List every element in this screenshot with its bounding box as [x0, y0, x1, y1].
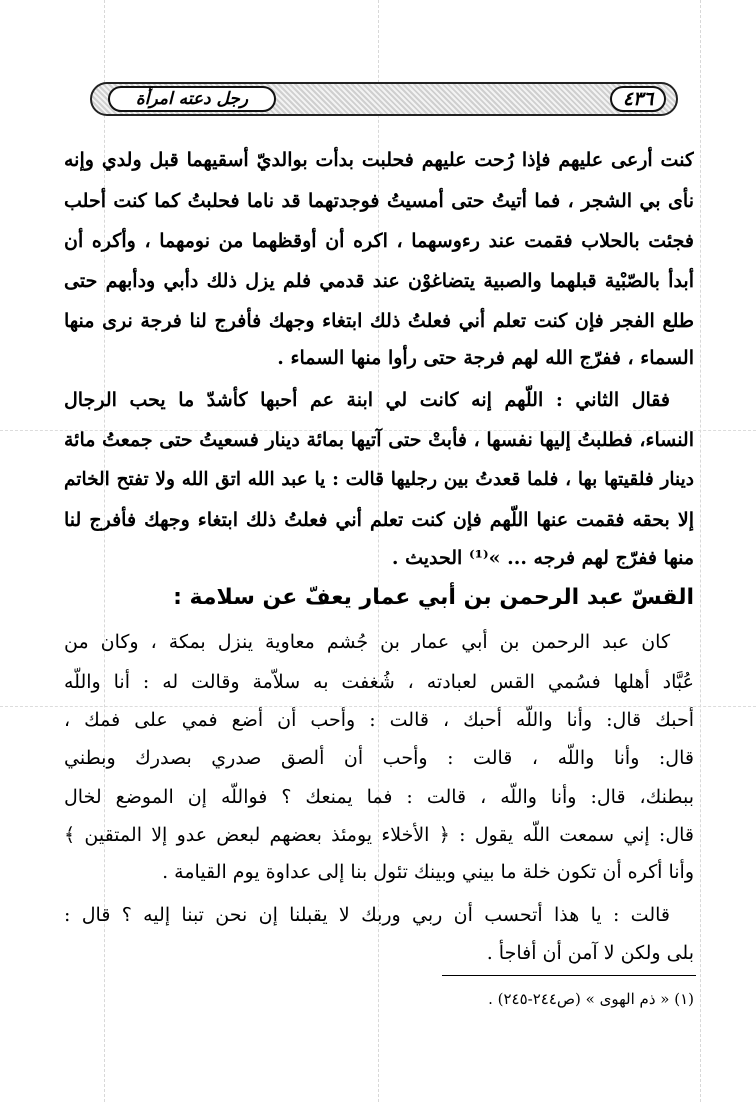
page-number: ٤٣٦	[610, 86, 666, 112]
text-line: النساء، فطلبتُ إليها نفسها ، فأبتْ حتى آتيها بمائة دينار فسعيتُ حتى جمعتُ مائة	[64, 429, 694, 451]
text-line: قال: إني سمعت اللّه يقول : ﴿ الأخلاء يومئذ بعضهم لبعض عدو إلا المتقين ﴾	[64, 824, 694, 846]
book-title: رجل دعته امرأة	[108, 86, 276, 112]
text-line: طلع الفجر فإن كنت تعلم أني فعلتُ ذلك ابتغاء وجهك فأفرج لنا فرجة نرى منها	[64, 310, 694, 332]
text-line: فجئت بالحلاب فقمت عند رءوسهما ، اكره أن أوقظهما من نومهما ، وأكره أن	[64, 230, 694, 252]
scan-guide	[700, 0, 701, 1102]
text-line: إلا بحقه فقمت عنها اللّهم فإن كنت تعلم أني فعلتُ ذلك ابتغاء وجهك فأفرج لنا	[64, 509, 694, 531]
text-line: أحبك قال: وأنا واللّه أحبك ، قالت : وأحب أن أضع فمي على فمك ،	[64, 709, 694, 731]
text-line: بلى ولكن لا آمن أن أفاجأ .	[486, 942, 694, 964]
text-line: دينار فلقيتها بها ، فلما قعدتُ بين رجليها قالت : يا عبد الله اتق الله ولا تفتح الخاتم	[64, 469, 694, 490]
footnote: (١) « ذم الهوى » (ص٢٤٤-٢٤٥) .	[488, 990, 694, 1008]
text-line: نأى بي الشجر ، فما أتيتُ حتى أمسيتُ فوجدتهما قد ناما فحلبتُ كما كنت أحلب	[64, 190, 694, 212]
text-line: السماء ، ففرّج الله لهم فرجة حتى رأوا منها السماء .	[277, 347, 694, 369]
text-line: عُبَّاد أهلها فسُمي القس لعبادته ، شُغفت به سلاّمة وقالت له : أنا واللّه	[64, 671, 694, 693]
text-line: قال: وأنا واللّه ، قالت : وأحب أن ألصق صدري بصدرك وبطني	[64, 747, 694, 769]
text-line: وأنا أكره أن تكون خلة ما بيني وبينك تئول بنا إلى عداوة يوم القيامة .	[162, 861, 694, 883]
text-line: قالت : يا هذا أتحسب أن ربي وربك لا يقبلنا إن نحن تبنا إليه ؟ قال :	[64, 904, 670, 926]
text-line: كان عبد الرحمن بن أبي عمار بن جُشم معاوية ينزل بمكة ، وكان من	[64, 631, 670, 653]
text-line: فقال الثاني : اللّهم إنه كانت لي ابنة عم أحبها كأشدّ ما يحب الرجال	[64, 389, 670, 411]
page-header	[90, 82, 678, 116]
text-line: أبدأ بالصّبْية قبلهما والصبية يتضاغوْن عند قدمي فلم يزل ذلك دأبي ودأبهم حتى	[64, 270, 694, 292]
section-heading: القسّ عبد الرحمن بن أبي عمار يعفّ عن سلامة :	[173, 585, 694, 610]
text-line: ببطنك، قال: وأنا واللّه ، قالت : فما يمنعك ؟ فواللّه إن الموضع لخال	[64, 786, 694, 808]
text-line: كنت أرعى عليهم فإذا رُحت عليهم فحلبت بدأت بوالديّ أسقيهما قبل ولدي وإنه	[64, 149, 694, 171]
footnote-rule	[442, 975, 696, 976]
text-line: منها ففرّج لهم فرجه ... »⁽¹⁾ الحديث .	[391, 547, 694, 569]
